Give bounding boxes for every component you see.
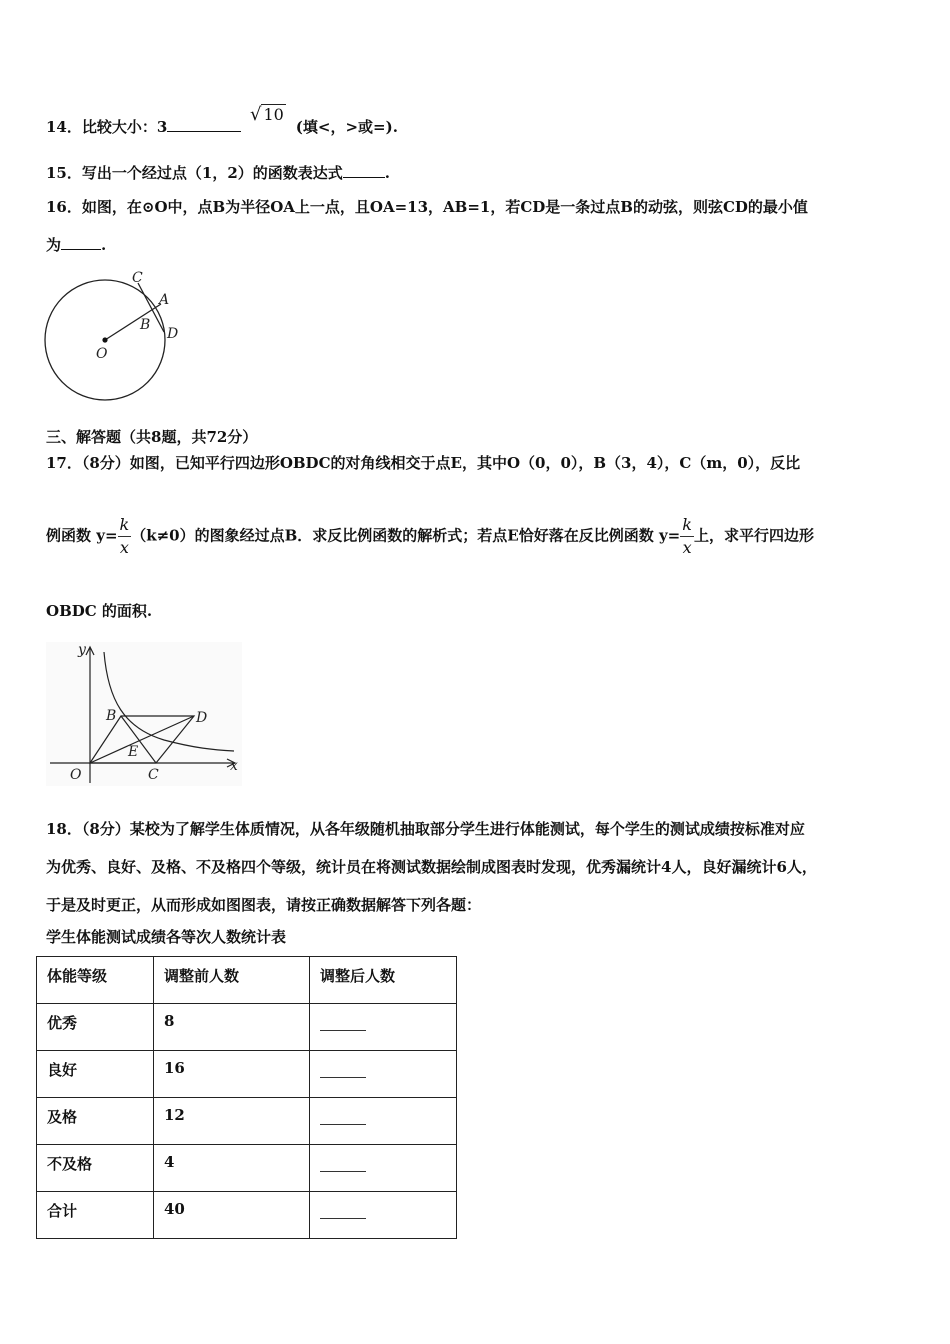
question-16-line2 [46,234,106,255]
header-level: 体能等级 [37,957,154,1004]
q17-text: （8分）如图，已知平行四边形OBDC的对角线相交于点E，其中O（0，0），B（3，4），C（m，0），反比 [81,454,801,472]
label-b: B [106,708,117,724]
q14-answer-blank [167,117,241,132]
answer-blank [320,1059,366,1078]
cell-after [310,1145,457,1192]
answer-blank [320,1106,366,1125]
frac-num: k [118,514,132,537]
q17-graph-figure [44,640,254,790]
table-row [37,1098,457,1145]
question-17-line3: OBDC 的面积. [46,602,153,620]
question-17-line1 [46,452,800,473]
q14-number: 14． [46,118,82,136]
q15-text-a: 写出一个经过点（1，2）的函数表达式 [81,164,343,182]
label-d: D [196,710,208,726]
question-18-line3: 于是及时更正，从而形成如图图表，请按正确数据解答下列各题： [46,896,482,914]
q15-number: 15． [46,164,82,182]
cell-level: 良好 [37,1051,154,1098]
q14-radicand: 10 [263,105,284,124]
center-point [102,337,107,342]
table-row [37,1051,457,1098]
stats-table [36,956,457,1239]
q14-sqrt-ten: √ 10 [250,104,284,125]
header-before: 调整前人数 [154,957,310,1004]
q16-number: 16． [46,198,82,216]
cell-level: 优秀 [37,1004,154,1051]
question-15 [46,162,390,183]
q17-text-b: （k≠0）的图象经过点B．求反比例函数的解析式；若点E恰好落在反比例函数 y= [131,526,681,545]
answer-blank [320,1153,366,1172]
q17-text-c: 上，求平行四边形 [693,526,814,545]
q15-text-b: . [384,164,390,182]
cell-level: 及格 [37,1098,154,1145]
cell-before: 16 [154,1051,310,1098]
header-after: 调整后人数 [310,957,457,1004]
q15-answer-blank [343,163,385,178]
table-row [37,1192,457,1239]
table-row [37,1145,457,1192]
label-c: C [148,767,159,783]
label-a: A [159,292,170,308]
question-16-line1 [46,196,808,217]
figure-background [46,642,242,786]
question-17-line2 [46,514,814,559]
q18-number: 18． [46,820,82,838]
label-y: y [78,642,86,658]
question-14 [46,116,398,137]
answer-blank [320,1012,366,1031]
label-o: O [96,346,108,362]
cell-before: 4 [154,1145,310,1192]
cell-before: 8 [154,1004,310,1051]
q14-text-b: (填<，>或=). [295,118,398,136]
question-18-line1 [46,818,805,839]
question-18-line2: 为优秀、良好、及格、不及格四个等级，统计员在将测试数据绘制成图表时发现，优秀漏统计4人，良好漏统计6人， [46,858,817,876]
frac-num: k [680,514,694,537]
cell-before: 40 [154,1192,310,1239]
label-x: x [230,758,238,774]
q14-text-a: 比较大小：3 [81,118,168,136]
q16-circle-figure [40,270,210,410]
q16-text: 如图，在⊙O中，点B为半径OA上一点，且OA=13，AB=1，若CD是一条过点B的动弦，则弦CD的最小值 [81,198,808,216]
frac-den: x [682,538,692,557]
table-caption: 学生体能测试成绩各等次人数统计表 [46,928,287,946]
q18-text: （8分）某校为了解学生体质情况，从各年级随机抽取部分学生进行体能测试，每个学生的测试成绩按标准对应 [81,820,805,838]
fraction-k-over-x-1 [118,514,132,559]
section-3-title: 三、解答题（共8题，共72分） [46,428,258,446]
frac-den: x [119,538,129,557]
q16-answer-blank [61,235,101,250]
q16-text-a: 为 [46,236,62,254]
cell-after [310,1192,457,1239]
label-d: D [167,326,179,342]
answer-blank [320,1200,366,1219]
cell-level: 合计 [37,1192,154,1239]
label-b: B [140,317,151,333]
cell-after [310,1051,457,1098]
cell-after [310,1098,457,1145]
table-row [37,1004,457,1051]
label-e: E [128,744,139,760]
label-c: C [132,270,143,286]
cell-level: 不及格 [37,1145,154,1192]
q16-text-b: . [101,236,107,254]
cell-before: 12 [154,1098,310,1145]
cell-after [310,1004,457,1051]
table-header-row [37,957,457,1004]
q17-text-a: 例函数 y= [46,526,118,545]
label-o: O [70,767,82,783]
q17-number: 17． [46,454,82,472]
fraction-k-over-x-2 [680,514,694,559]
